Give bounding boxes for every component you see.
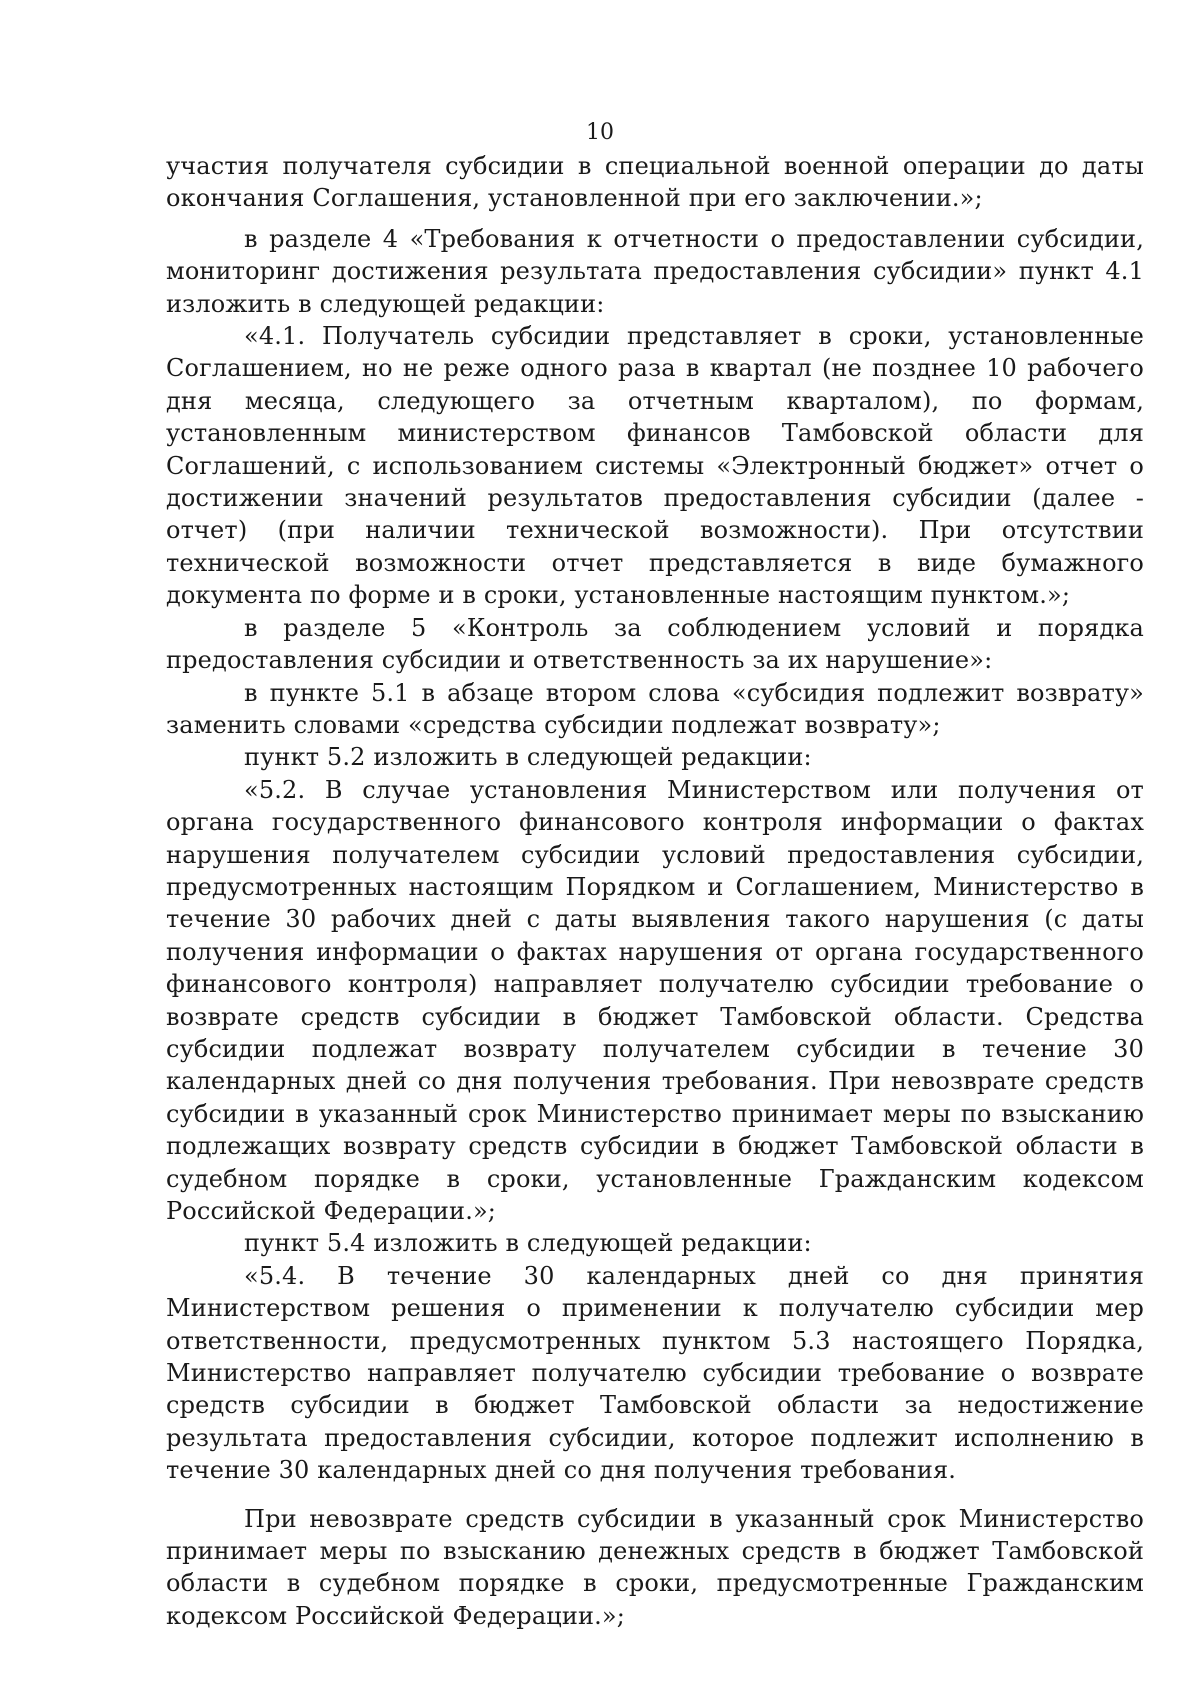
paragraph-clause-5-4: «5.4. В течение 30 календарных дней со дня принятия Министерством решения о применении к получателю субсидии мер ответственности, предусмотренных пунктом 5.3 настоящего Порядка, Министерство направляет получателю субсидии требование о возврате средств субсидии в бюджет Тамбовской области за недостижение результата предоставления субсидии, которое подлежит исполнению в течение 30 календарных дней со дня получения требования. (166, 1261, 1144, 1485)
paragraph-section-5-intro: в разделе 5 «Контроль за соблюдением условий и порядка предоставления субсидии и ответственность за их нарушение»: (166, 613, 1144, 675)
paragraph-clause-5-2-intro: пункт 5.2 изложить в следующей редакции: (244, 743, 812, 772)
paragraph-section-4-intro: в разделе 4 «Требования к отчетности о предоставлении субсидии, мониторинг достижения результата предоставления субсидии» пункт 4.1 изложить в следующей редакции: (166, 224, 1144, 318)
paragraph-clause-5-4-intro: пункт 5.4 изложить в следующей редакции: (244, 1229, 812, 1258)
paragraph-clause-5-2: «5.2. В случае установления Министерством или получения от органа государственного финансового контроля информации о фактах нарушения получателем субсидии условий предоставления субсидии, предусмотренных настоящим Порядком и Соглашением, Министерство в течение 30 рабочих дней с даты выявления такого нарушения (с даты получения информации о фактах нарушения от органа государственного финансового контроля) направляет получателю субсидии требование о возврате средств субсидии в бюджет Тамбовской области. Средства субсидии подлежат возврату получателем субсидии в течение 30 календарных дней со дня получения требования. При невозврате средств субсидии в указанный срок Министерство принимает меры по взысканию подлежащих возврату средств субсидии в бюджет Тамбовской области в судебном порядке в сроки, установленные Гражданским кодексом Российской Федерации.»; (166, 775, 1144, 1225)
page-number: 10 (586, 120, 614, 145)
paragraph-clause-4-1: «4.1. Получатель субсидии представляет в сроки, установленные Соглашением, но не реже одного раза в квартал (не позднее 10 рабочего дня месяца, следующего за отчетным кварталом), по формам, установленным министерством финансов Тамбовской области для Соглашений, с использованием системы «Электронный бюджет» отчет о достижении значений результатов предоставления субсидии (далее - отчет) (при наличии технической возможности). При отсутствии технической возможности отчет представляется в виде бумажного документа по форме и в сроки, установленные настоящим пунктом.»; (166, 322, 1144, 610)
document-body (166, 150, 1144, 1632)
paragraph-clause-5-1-amendment: в пункте 5.1 в абзаце втором слова «субсидия подлежит возврату» заменить словами «средства субсидии подлежат возврату»; (166, 678, 1144, 739)
paragraph-continuation: участия получателя субсидии в специальной военной операции до даты окончания Соглашения, установленной при его заключении.»; (166, 152, 1144, 213)
paragraph-clause-5-4-continuation: При невозврате средств субсидии в указанный срок Министерство принимает меры по взысканию денежных средств в бюджет Тамбовской области в судебном порядке в сроки, предусмотренные Гражданским кодексом Российской Федерации.»; (166, 1504, 1144, 1630)
